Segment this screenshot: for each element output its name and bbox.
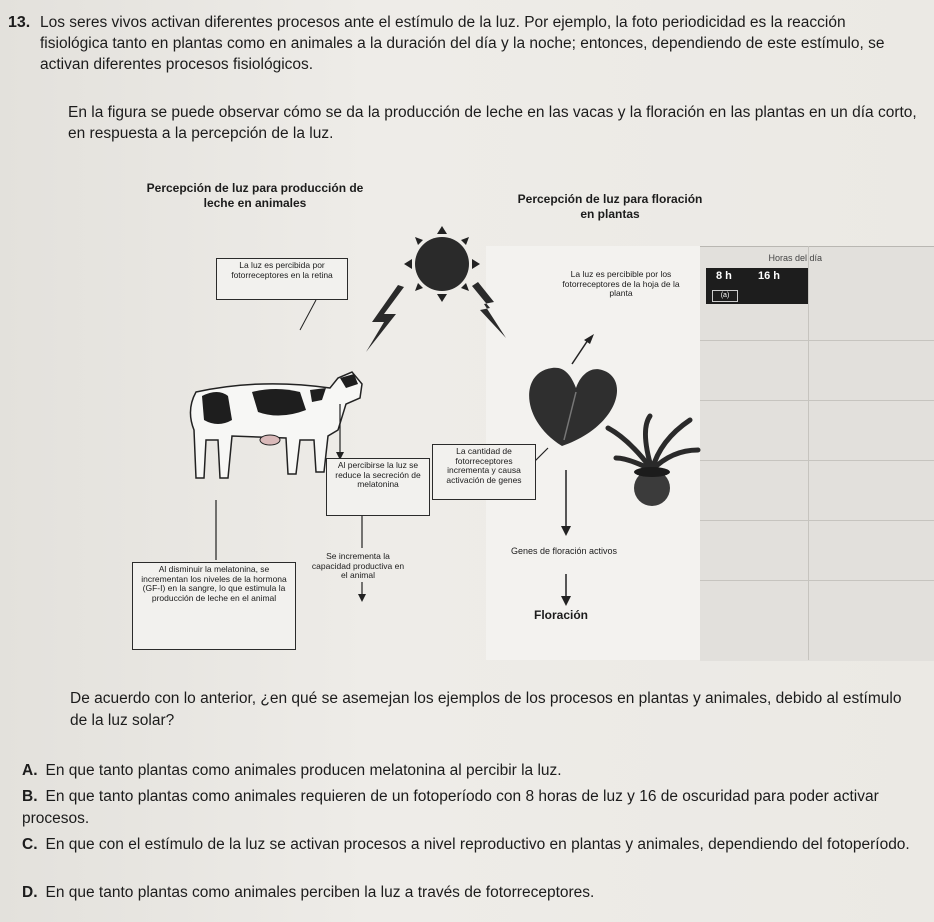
option-text: En que tanto plantas como animales perciben la luz a través de fotorreceptores.	[45, 884, 595, 901]
arrow-head	[358, 594, 366, 602]
lightning-left-icon	[366, 285, 404, 352]
plant-box-1: La luz es percibible por los fotorreceptores de la hoja de la planta	[562, 269, 680, 298]
table-cell-a: (a)	[712, 290, 738, 302]
animal-box-4: Al disminuir la melatonina, se incrementan los niveles de la hormona (GF-I) en la sangre, lo que estimula la producción de leche en el animal	[132, 562, 296, 650]
plant-box-2: La cantidad de fotorreceptores incrementa y causa activación de genes	[432, 444, 536, 500]
table-col-8h: 8 h	[716, 270, 732, 282]
option-a[interactable]	[22, 760, 917, 782]
right-heading: Percepción de luz para floración en plantas	[517, 192, 703, 221]
sun-icon	[404, 226, 480, 302]
table-col-16h: 16 h	[758, 270, 781, 282]
animal-box-1: La luz es percibida por fotorreceptores en la retina	[216, 258, 348, 300]
option-letter: A.	[22, 762, 38, 779]
connector-line	[300, 300, 316, 330]
option-b[interactable]	[22, 786, 917, 830]
table-header: Horas del día	[768, 253, 822, 263]
question-prompt: De acuerdo con lo anterior, ¿en qué se asemejan los ejemplos de los procesos en plantas y animales, debido al estímulo de la luz solar?	[70, 690, 902, 729]
option-letter: D.	[22, 884, 38, 901]
left-heading: Percepción de luz para producción de leche en animales	[146, 181, 364, 210]
option-c[interactable]	[22, 834, 917, 856]
option-text: En que tanto plantas como animales requieren de un fotoperíodo con 8 horas de luz y 16 de oscuridad para poder activar procesos.	[22, 788, 879, 827]
option-d[interactable]	[22, 882, 917, 904]
animal-box-3: Se incrementa la capacidad productiva en el animal	[311, 551, 405, 580]
question-intro: Los seres vivos activan diferentes procesos ante el estímulo de la luz. Por ejemplo, la foto periodicidad es la reacción fisiológica tanto en plantas como en animales a la duración del día y la noche; entonces, dependiendo de este estímulo, se activan diferentes procesos fisiológicos.	[40, 14, 885, 73]
option-text: En que con el estímulo de la luz se activan procesos a nivel reproductivo en plantas y animales, dependiendo del fotoperíodo.	[45, 836, 910, 853]
question-number: 13.	[8, 14, 31, 31]
plant-label-genes: Genes de floración activos	[510, 546, 618, 556]
option-text: En que tanto plantas como animales producen melatonina al percibir la luz.	[45, 762, 562, 779]
option-letter: B.	[22, 788, 38, 805]
question-intro-2: En la figura se puede observar cómo se da la producción de leche en las vacas y la floración en las plantas en un día corto, en respuesta a la percepción de la luz.	[68, 104, 917, 142]
option-letter: C.	[22, 836, 38, 853]
animal-box-2: Al percibirse la luz se reduce la secreción de melatonina	[326, 458, 430, 516]
plant-label-flowering: Floración	[534, 608, 589, 622]
